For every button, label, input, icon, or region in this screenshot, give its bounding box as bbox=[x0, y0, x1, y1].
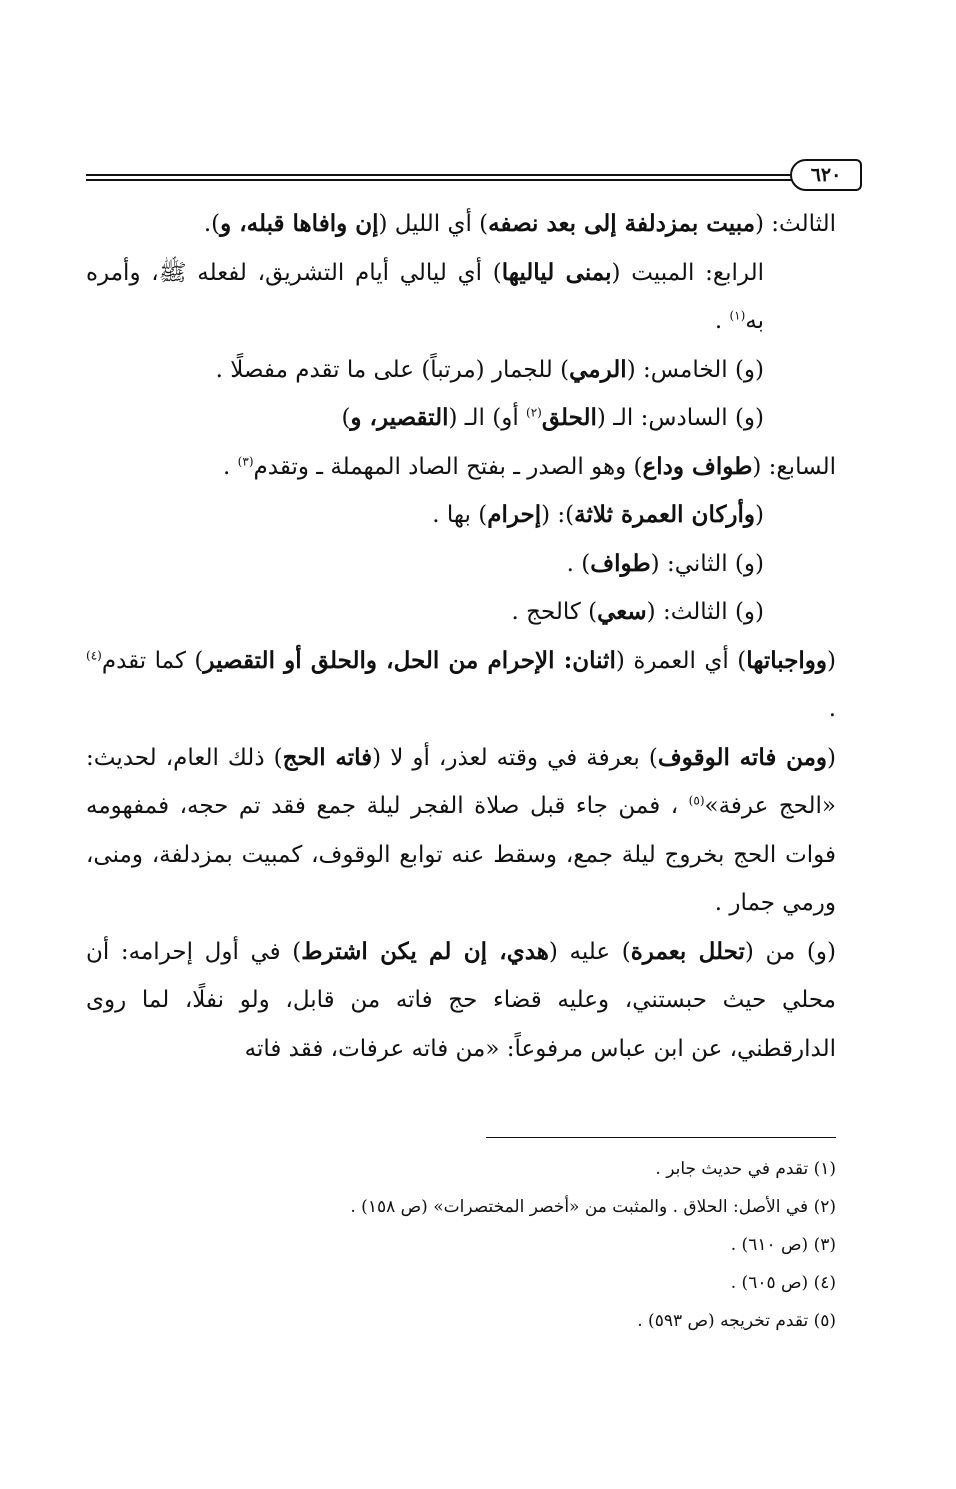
bold-text: طواف bbox=[590, 549, 651, 577]
paragraph bbox=[86, 491, 836, 540]
paragraph bbox=[86, 200, 836, 249]
text-run: ) bbox=[341, 405, 351, 431]
bold-text: فاته الحج bbox=[282, 743, 373, 771]
text-run: (و) الخامس: ( bbox=[626, 356, 764, 383]
bold-text: التقصير، و bbox=[350, 404, 449, 431]
paragraph bbox=[86, 637, 836, 734]
text-run: ) ذلك العام، لحديث: «الحج عرفة» bbox=[86, 744, 836, 819]
bold-text: إحرام bbox=[487, 501, 542, 528]
bold-text: طواف وداع bbox=[642, 452, 753, 480]
bold-text: الحلق bbox=[541, 404, 597, 431]
paragraph bbox=[86, 249, 836, 346]
footnote: (٤) (ص ٦٠٥) . bbox=[730, 1273, 836, 1293]
paragraph bbox=[86, 540, 836, 589]
text-run: ) للجمار (مرتباً) على ما تقدم مفصلًا . bbox=[215, 356, 570, 383]
footnote-ref: (٣) bbox=[237, 453, 254, 468]
text-run: ، فمن جاء قبل صلاة الفجر ليلة جمع فقد تم حجه، فمفهومه فوات الحج بخروج ليلة جمع، وسقط عنه توابع الوقوف، كمبيت بمزدلفة، ومنى، ورمي جمار . bbox=[86, 793, 836, 916]
text-run: ) بعرفة في وقته لعذر، أو لا ( bbox=[372, 744, 658, 771]
text-run: ) بها . bbox=[432, 502, 488, 528]
text-run: . bbox=[714, 308, 730, 334]
text-run: الثالث: ( bbox=[755, 211, 836, 237]
footnote: (٥) تقدم تخريجه (ص ٥٩٣) . bbox=[637, 1311, 836, 1331]
footnote: (٢) في الأصل: الحلاق . والمثبت من «أخصر المختصرات» (ص ١٥٨) . bbox=[350, 1197, 836, 1217]
paragraph bbox=[86, 346, 836, 395]
bold-text: وواجباتها bbox=[746, 646, 828, 674]
bold-text: تحلل بعمرة bbox=[630, 937, 745, 965]
bold-text: وأركان العمرة ثلاثة bbox=[574, 501, 756, 528]
text-run: ) كما تقدم bbox=[101, 647, 204, 674]
footnote: (٣) (ص ٦١٠) . bbox=[730, 1235, 836, 1255]
bold-text: اثنان: الإحرام من الحل، والحلق أو التقصير bbox=[203, 646, 616, 674]
footnote-ref: (٥) bbox=[688, 793, 705, 808]
paragraph bbox=[86, 443, 836, 492]
footnotes bbox=[86, 1150, 836, 1340]
text-run: . bbox=[223, 453, 238, 480]
text-run: ( bbox=[827, 744, 836, 771]
footnote-ref: (٤) bbox=[86, 647, 102, 662]
text-run: ) كالحج . bbox=[511, 599, 598, 625]
bold-text: مبيت بمزدلفة إلى بعد نصفه bbox=[488, 210, 756, 237]
text-run: ): ( bbox=[541, 502, 575, 528]
page-number: ٦٢٠ bbox=[790, 159, 862, 191]
footnote-ref: (١) bbox=[729, 308, 746, 323]
paragraph bbox=[86, 734, 836, 928]
footnote-separator bbox=[486, 1137, 836, 1138]
body-text bbox=[86, 200, 836, 1073]
text-run: ( bbox=[755, 502, 764, 528]
text-run: . bbox=[828, 696, 836, 722]
bold-text: سعي bbox=[597, 598, 647, 625]
text-run: أو) الـ ( bbox=[448, 405, 527, 431]
bold-text: إن وافاها قبله، و bbox=[220, 210, 379, 237]
text-run: ) في أول إحرامه: أن محلي حيث حبستني، وعليه قضاء حج فاته من قابل، ولو نفلًا، لما روى الدارقطني، عن ابن عباس مرفوعاً: «من فاته عرفات، فقد فاته bbox=[86, 938, 836, 1062]
text-run: ) عليه ( bbox=[548, 938, 631, 965]
text-run: ) . bbox=[566, 550, 591, 577]
text-run: (و) السادس: الـ ( bbox=[596, 405, 764, 431]
footnote: (١) تقدم في حديث جابر . bbox=[655, 1159, 836, 1179]
text-run: ( bbox=[827, 647, 836, 674]
text-run: ) وهو الصدر ـ بفتح الصاد المهملة ـ وتقدم bbox=[253, 453, 643, 480]
bold-text: بمنى لياليها bbox=[501, 258, 612, 286]
text-run: (و) الثاني: ( bbox=[650, 550, 764, 577]
text-run: الرابع: المبيت ( bbox=[611, 259, 764, 286]
text-run: السابع: ( bbox=[752, 453, 836, 480]
text-run: ) أي العمرة ( bbox=[615, 647, 747, 674]
text-run: (و) من ( bbox=[744, 938, 836, 965]
paragraph bbox=[86, 928, 836, 1074]
text-run: (و) الثالث: ( bbox=[646, 599, 764, 625]
bold-text: الرمي bbox=[569, 355, 627, 383]
paragraph bbox=[86, 394, 836, 443]
bold-text: ومن فاته الوقوف bbox=[657, 743, 828, 771]
bold-text: هدي، إن لم يكن اشترط bbox=[301, 937, 549, 965]
paragraph bbox=[86, 588, 836, 637]
text-run: ). bbox=[203, 211, 221, 237]
footnote-ref: (٢) bbox=[526, 405, 542, 420]
text-run: ) أي الليل ( bbox=[378, 211, 489, 237]
text-run: ) أي ليالي أيام التشريق، لفعله ﷺ، وأمره به bbox=[86, 259, 764, 334]
header-rule bbox=[86, 174, 792, 181]
